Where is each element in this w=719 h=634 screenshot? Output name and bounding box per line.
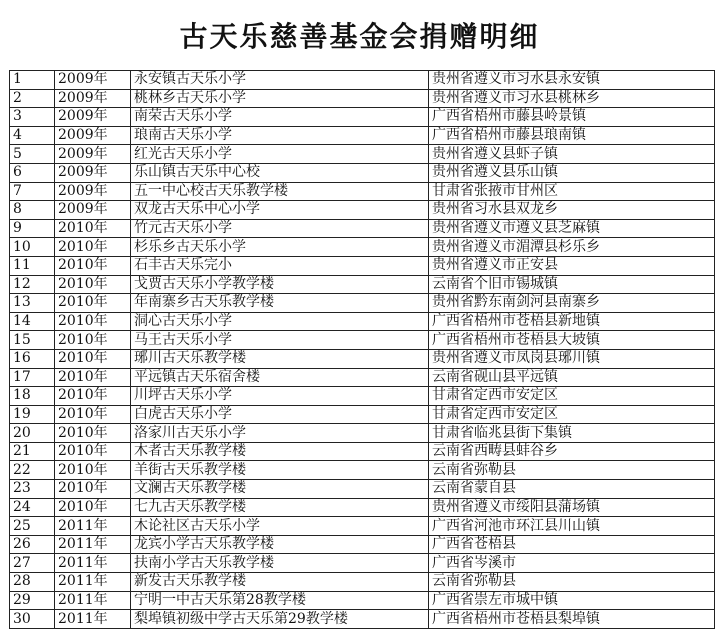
row-number-cell: 1 [10, 71, 55, 90]
year-cell: 2010年 [55, 219, 131, 238]
school-name-cell: 戈贾古天乐小学教学楼 [131, 275, 429, 294]
row-number-cell: 17 [10, 368, 55, 387]
year-cell: 2010年 [55, 442, 131, 461]
location-cell: 贵州省遵义市凤岗县琊川镇 [429, 349, 715, 368]
table-row [10, 163, 715, 182]
school-name-cell: 木者古天乐教学楼 [131, 442, 429, 461]
year-cell: 2011年 [55, 591, 131, 610]
year-cell: 2011年 [55, 610, 131, 629]
school-name-cell: 文澜古天乐教学楼 [131, 480, 429, 499]
table-row [10, 535, 715, 554]
table-row [10, 573, 715, 592]
school-name-cell: 羊街古天乐教学楼 [131, 461, 429, 480]
year-cell: 2010年 [55, 349, 131, 368]
year-cell: 2010年 [55, 498, 131, 517]
table-row [10, 71, 715, 90]
location-cell: 广西省梧州市苍梧县新地镇 [429, 312, 715, 331]
table-row [10, 145, 715, 164]
table-row [10, 461, 715, 480]
row-number-cell: 2 [10, 89, 55, 108]
location-cell: 云南省蒙自县 [429, 480, 715, 499]
year-cell: 2011年 [55, 535, 131, 554]
table-row [10, 238, 715, 257]
table-row [10, 312, 715, 331]
school-name-cell: 七九古天乐教学楼 [131, 498, 429, 517]
location-cell: 甘肃省定西市安定区 [429, 405, 715, 424]
row-number-cell: 24 [10, 498, 55, 517]
location-cell: 贵州省遵义市正安县 [429, 256, 715, 275]
year-cell: 2009年 [55, 71, 131, 90]
year-cell: 2009年 [55, 201, 131, 220]
location-cell: 贵州省遵义县乐山镇 [429, 163, 715, 182]
row-number-cell: 23 [10, 480, 55, 499]
table-row [10, 610, 715, 629]
row-number-cell: 18 [10, 387, 55, 406]
school-name-cell: 五一中心校古天乐教学楼 [131, 182, 429, 201]
school-name-cell: 梨埠镇初级中学古天乐第29教学楼 [131, 610, 429, 629]
school-name-cell: 龙宾小学古天乐教学楼 [131, 535, 429, 554]
year-cell: 2009年 [55, 89, 131, 108]
school-name-cell: 洞心古天乐小学 [131, 312, 429, 331]
school-name-cell: 双龙古天乐中心小学 [131, 201, 429, 220]
row-number-cell: 5 [10, 145, 55, 164]
table-row [10, 182, 715, 201]
location-cell: 云南省个旧市锡城镇 [429, 275, 715, 294]
table-row [10, 275, 715, 294]
location-cell: 广西省梧州市藤县琅南镇 [429, 126, 715, 145]
table-row [10, 368, 715, 387]
school-name-cell: 白虎古天乐小学 [131, 405, 429, 424]
table-row [10, 256, 715, 275]
year-cell: 2009年 [55, 182, 131, 201]
location-cell: 甘肃省张掖市甘州区 [429, 182, 715, 201]
location-cell: 云南省砚山县平远镇 [429, 368, 715, 387]
school-name-cell: 宁明一中古天乐第28教学楼 [131, 591, 429, 610]
year-cell: 2010年 [55, 368, 131, 387]
school-name-cell: 琅南古天乐小学 [131, 126, 429, 145]
year-cell: 2010年 [55, 275, 131, 294]
location-cell: 贵州省遵义市湄潭县杉乐乡 [429, 238, 715, 257]
school-name-cell: 乐山镇古天乐中心校 [131, 163, 429, 182]
school-name-cell: 竹元古天乐小学 [131, 219, 429, 238]
table-row [10, 108, 715, 127]
year-cell: 2009年 [55, 108, 131, 127]
donation-table-body [10, 71, 715, 629]
year-cell: 2011年 [55, 554, 131, 573]
row-number-cell: 26 [10, 535, 55, 554]
row-number-cell: 11 [10, 256, 55, 275]
year-cell: 2010年 [55, 312, 131, 331]
school-name-cell: 平远镇古天乐宿舍楼 [131, 368, 429, 387]
school-name-cell: 红光古天乐小学 [131, 145, 429, 164]
table-row [10, 591, 715, 610]
year-cell: 2010年 [55, 256, 131, 275]
table-row [10, 442, 715, 461]
row-number-cell: 22 [10, 461, 55, 480]
year-cell: 2011年 [55, 573, 131, 592]
row-number-cell: 8 [10, 201, 55, 220]
row-number-cell: 20 [10, 424, 55, 443]
school-name-cell: 年南寨乡古天乐教学楼 [131, 294, 429, 313]
table-row [10, 89, 715, 108]
location-cell: 广西省崇左市城中镇 [429, 591, 715, 610]
location-cell: 广西省河池市环江县川山镇 [429, 517, 715, 536]
table-row [10, 126, 715, 145]
location-cell: 贵州省遵义市遵义县芝麻镇 [429, 219, 715, 238]
school-name-cell: 新发古天乐教学楼 [131, 573, 429, 592]
location-cell: 云南省西畴县蚌谷乡 [429, 442, 715, 461]
school-name-cell: 杉乐乡古天乐小学 [131, 238, 429, 257]
row-number-cell: 30 [10, 610, 55, 629]
row-number-cell: 28 [10, 573, 55, 592]
location-cell: 广西省岑溪市 [429, 554, 715, 573]
school-name-cell: 川坪古天乐小学 [131, 387, 429, 406]
location-cell: 贵州省遵义县虾子镇 [429, 145, 715, 164]
table-row [10, 349, 715, 368]
location-cell: 云南省弥勒县 [429, 573, 715, 592]
school-name-cell: 永安镇古天乐小学 [131, 71, 429, 90]
row-number-cell: 29 [10, 591, 55, 610]
row-number-cell: 9 [10, 219, 55, 238]
school-name-cell: 扶南小学古天乐教学楼 [131, 554, 429, 573]
year-cell: 2010年 [55, 424, 131, 443]
location-cell: 贵州省遵义市绥阳县蒲场镇 [429, 498, 715, 517]
year-cell: 2011年 [55, 517, 131, 536]
row-number-cell: 19 [10, 405, 55, 424]
school-name-cell: 洛家川古天乐小学 [131, 424, 429, 443]
year-cell: 2010年 [55, 294, 131, 313]
row-number-cell: 14 [10, 312, 55, 331]
table-row [10, 387, 715, 406]
location-cell: 云南省弥勒县 [429, 461, 715, 480]
table-row [10, 405, 715, 424]
row-number-cell: 10 [10, 238, 55, 257]
row-number-cell: 12 [10, 275, 55, 294]
school-name-cell: 桃林乡古天乐小学 [131, 89, 429, 108]
location-cell: 甘肃省定西市安定区 [429, 387, 715, 406]
table-row [10, 424, 715, 443]
location-cell: 广西省梧州市苍梧县梨埠镇 [429, 610, 715, 629]
year-cell: 2009年 [55, 163, 131, 182]
year-cell: 2010年 [55, 480, 131, 499]
school-name-cell: 木论社区古天乐小学 [131, 517, 429, 536]
table-row [10, 294, 715, 313]
year-cell: 2009年 [55, 126, 131, 145]
row-number-cell: 25 [10, 517, 55, 536]
table-row [10, 554, 715, 573]
year-cell: 2010年 [55, 405, 131, 424]
table-row [10, 331, 715, 350]
row-number-cell: 27 [10, 554, 55, 573]
row-number-cell: 21 [10, 442, 55, 461]
location-cell: 广西省梧州市苍梧县大坡镇 [429, 331, 715, 350]
location-cell: 甘肃省临兆县街下集镇 [429, 424, 715, 443]
year-cell: 2010年 [55, 331, 131, 350]
row-number-cell: 7 [10, 182, 55, 201]
location-cell: 贵州省习水县双龙乡 [429, 201, 715, 220]
year-cell: 2009年 [55, 145, 131, 164]
year-cell: 2010年 [55, 461, 131, 480]
donation-table [9, 70, 715, 629]
table-row [10, 219, 715, 238]
table-row [10, 517, 715, 536]
location-cell: 贵州省遵义市习水县永安镇 [429, 71, 715, 90]
school-name-cell: 南荣古天乐小学 [131, 108, 429, 127]
school-name-cell: 石丰古天乐完小 [131, 256, 429, 275]
location-cell: 贵州省黔东南剑河县南寨乡 [429, 294, 715, 313]
row-number-cell: 16 [10, 349, 55, 368]
row-number-cell: 13 [10, 294, 55, 313]
location-cell: 广西省梧州市藤县岭景镇 [429, 108, 715, 127]
table-row [10, 480, 715, 499]
page-title: 古天乐慈善基金会捐赠明细 [179, 20, 540, 53]
row-number-cell: 4 [10, 126, 55, 145]
location-cell: 贵州省遵义市习水县桃林乡 [429, 89, 715, 108]
year-cell: 2010年 [55, 238, 131, 257]
table-row [10, 201, 715, 220]
school-name-cell: 琊川古天乐教学楼 [131, 349, 429, 368]
title-area [0, 0, 719, 70]
location-cell: 广西省苍梧县 [429, 535, 715, 554]
row-number-cell: 15 [10, 331, 55, 350]
table-row [10, 498, 715, 517]
school-name-cell: 马王古天乐小学 [131, 331, 429, 350]
row-number-cell: 3 [10, 108, 55, 127]
row-number-cell: 6 [10, 163, 55, 182]
year-cell: 2010年 [55, 387, 131, 406]
